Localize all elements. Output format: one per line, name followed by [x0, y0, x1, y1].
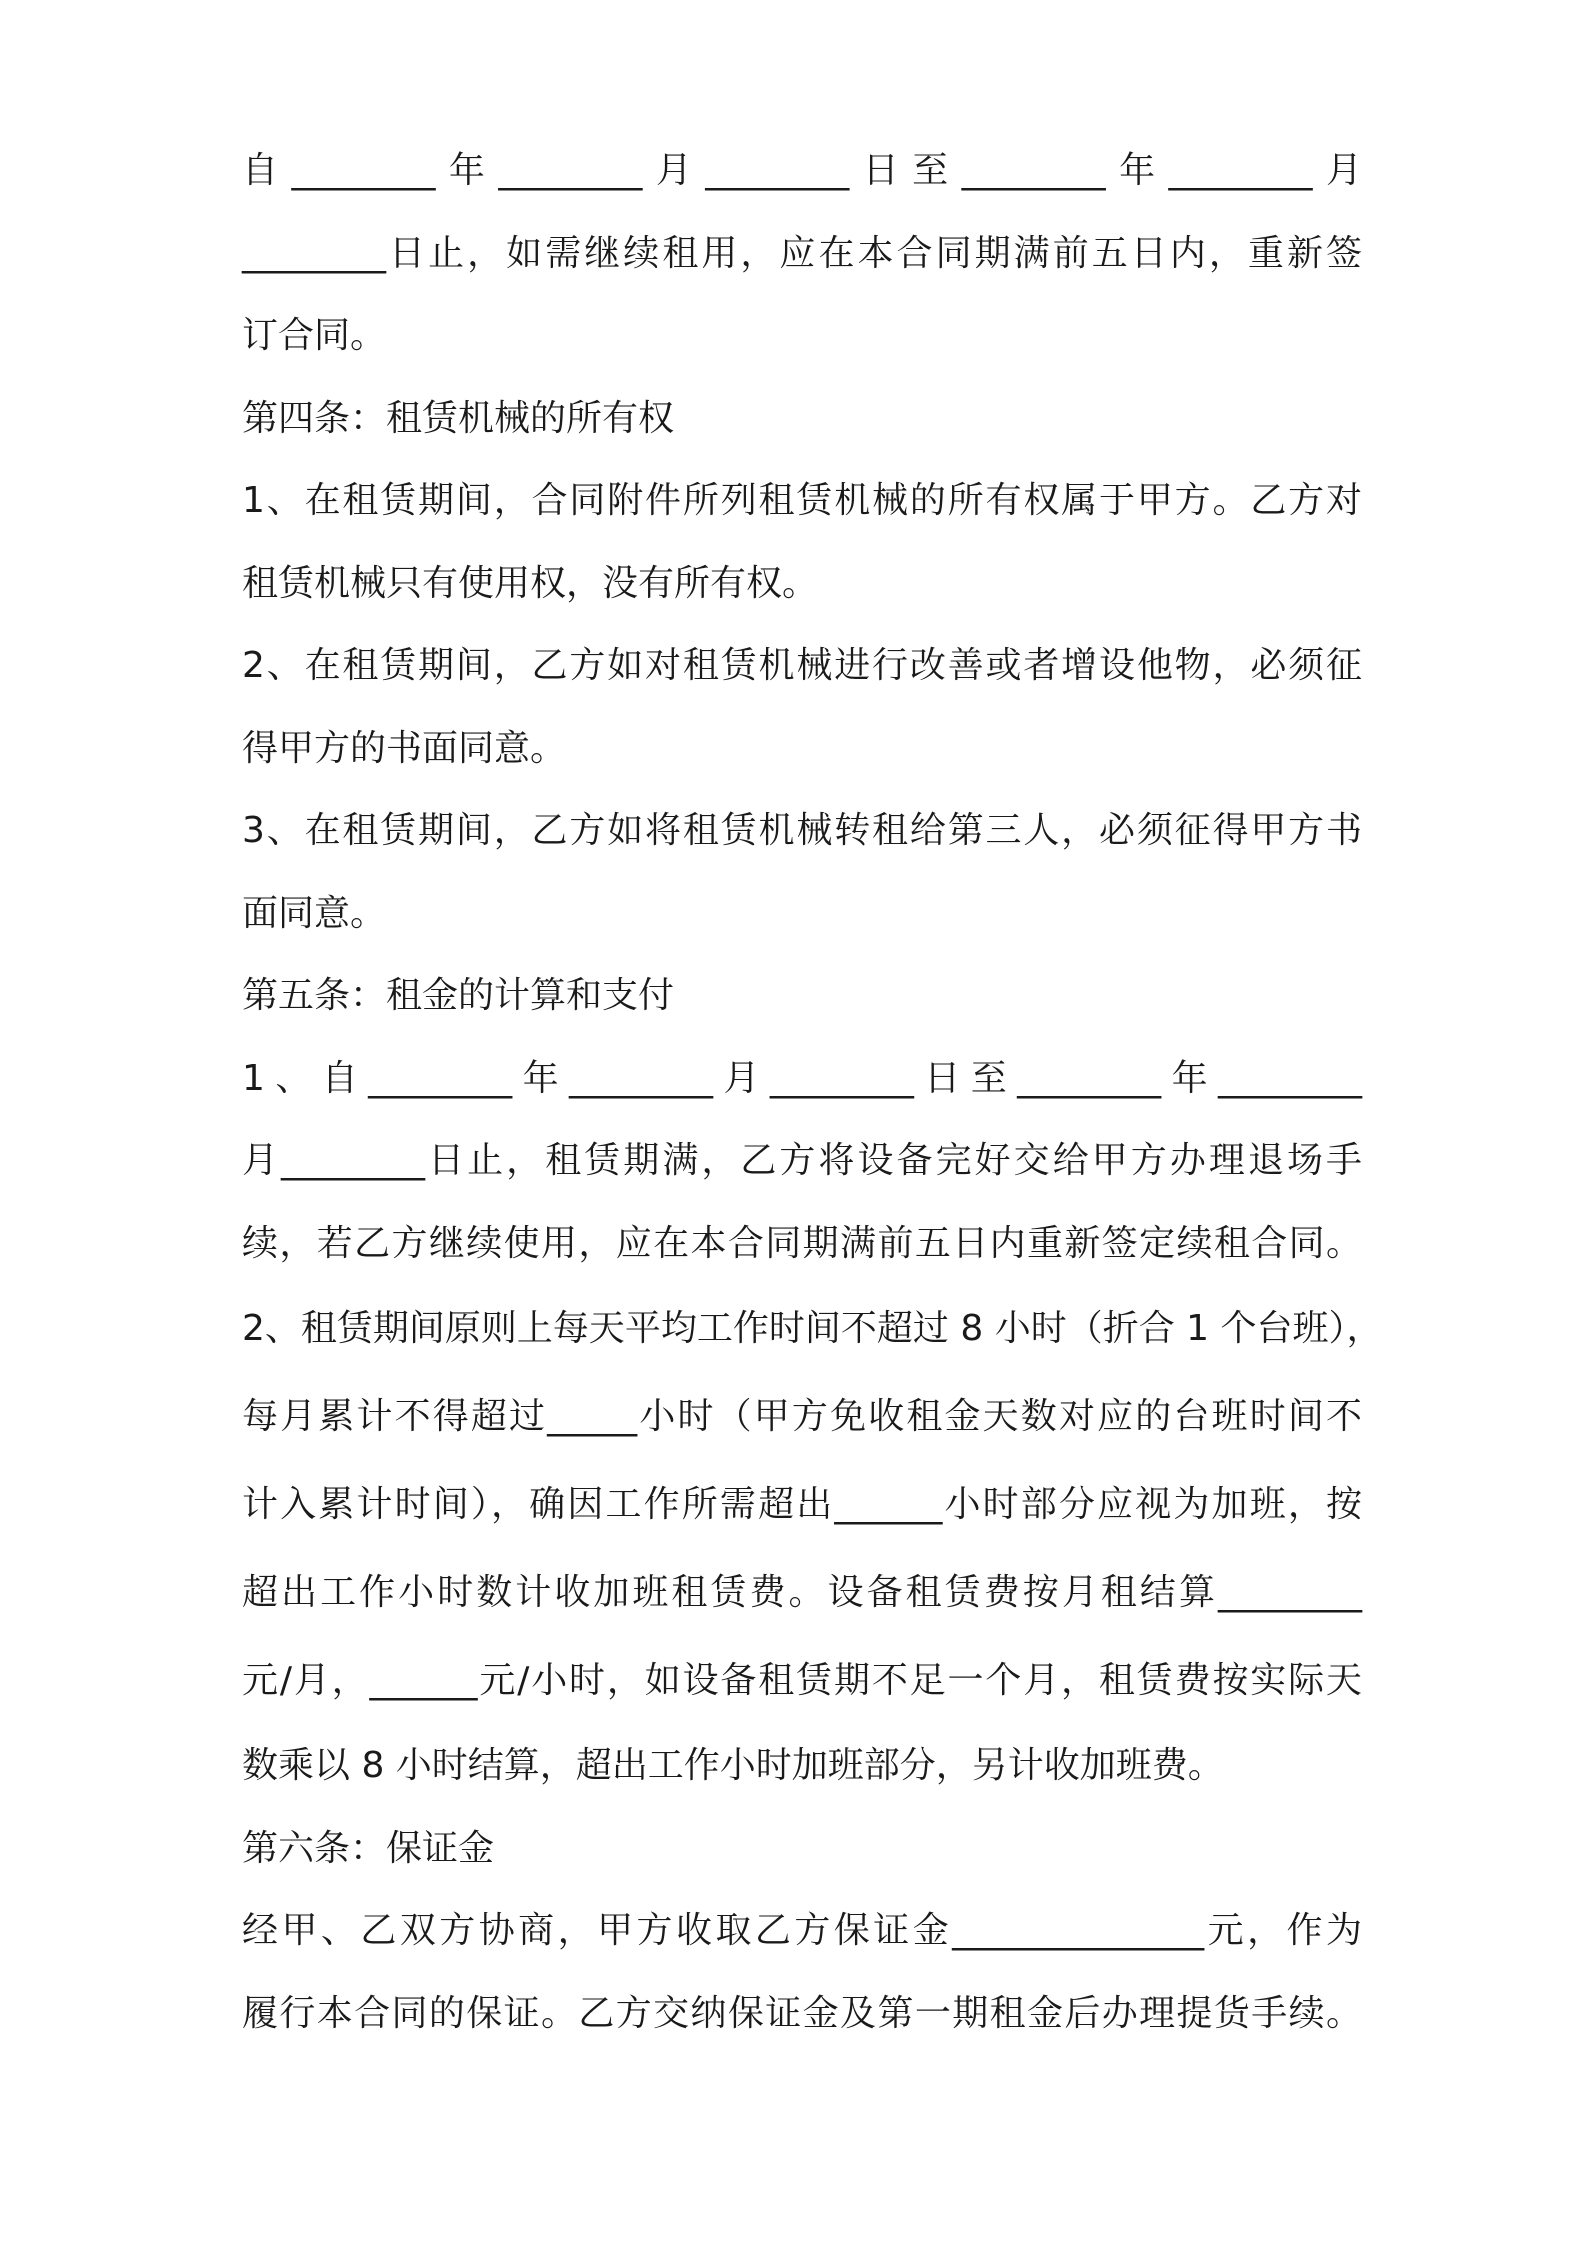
text-line: 租赁机械只有使用权，没有所有权。 [242, 562, 819, 604]
text-line: 3、在租赁期间，乙方如将租赁机械转租给第三人，必须征得甲方书 [242, 810, 1362, 851]
contract-body [242, 130, 1383, 2055]
text-line: 订合同。 [242, 315, 387, 356]
text-line: 1、在租赁期间，合同附件所列租赁机械的所有权属于甲方。乙方对 [242, 480, 1362, 521]
text-line: 面同意。 [242, 892, 387, 934]
text-line: 履行本合同的保证。乙方交纳保证金及第一期租金后办理提货手续。 [242, 1992, 1362, 2034]
section-heading-6: 第六条：保证金 [242, 1827, 495, 1869]
section-heading-4: 第四条：租赁机械的所有权 [242, 397, 675, 439]
text-line: 自________年________月________日至________年________月 [242, 150, 1363, 191]
section-heading-5: 第五条：租金的计算和支付 [242, 975, 675, 1016]
text-line: 续，若乙方继续使用，应在本合同期满前五日内重新签定续租合同。 [242, 1222, 1362, 1264]
text-line: ________日止，如需继续租用，应在本合同期满前五日内，重新签 [242, 232, 1362, 274]
text-line: 1、自________年________月________日至________年________ [242, 1057, 1362, 1099]
text-line: 每月累计不得超过_____小时（甲方免收租金天数对应的台班时间不 [242, 1396, 1362, 1437]
text-line: 元/月，______元/小时，如设备租赁期不足一个月，租赁费按实际天 [242, 1660, 1362, 1701]
text-line: 2、在租赁期间，乙方如对租赁机械进行改善或者增设他物，必须征 [242, 645, 1362, 686]
text-line: 数乘以 8 小时结算，超出工作小时加班部分，另计收加班费。 [242, 1745, 1224, 1786]
text-line: 计入累计时间），确因工作所需超出______小时部分应视为加班，按 [242, 1484, 1362, 1525]
text-line: 2、租赁期间原则上每天平均工作时间不超过 8 小时（折合 1 个台班）， [242, 1308, 1383, 1349]
text-line: 超出工作小时数计收加班租赁费。设备租赁费按月租结算________ [242, 1572, 1362, 1613]
text-line: 得甲方的书面同意。 [242, 727, 567, 769]
text-line: 月________日止，租赁期满，乙方将设备完好交给甲方办理退场手 [242, 1140, 1362, 1181]
text-line: 经甲、乙双方协商，甲方收取乙方保证金______________元，作为 [242, 1910, 1362, 1951]
